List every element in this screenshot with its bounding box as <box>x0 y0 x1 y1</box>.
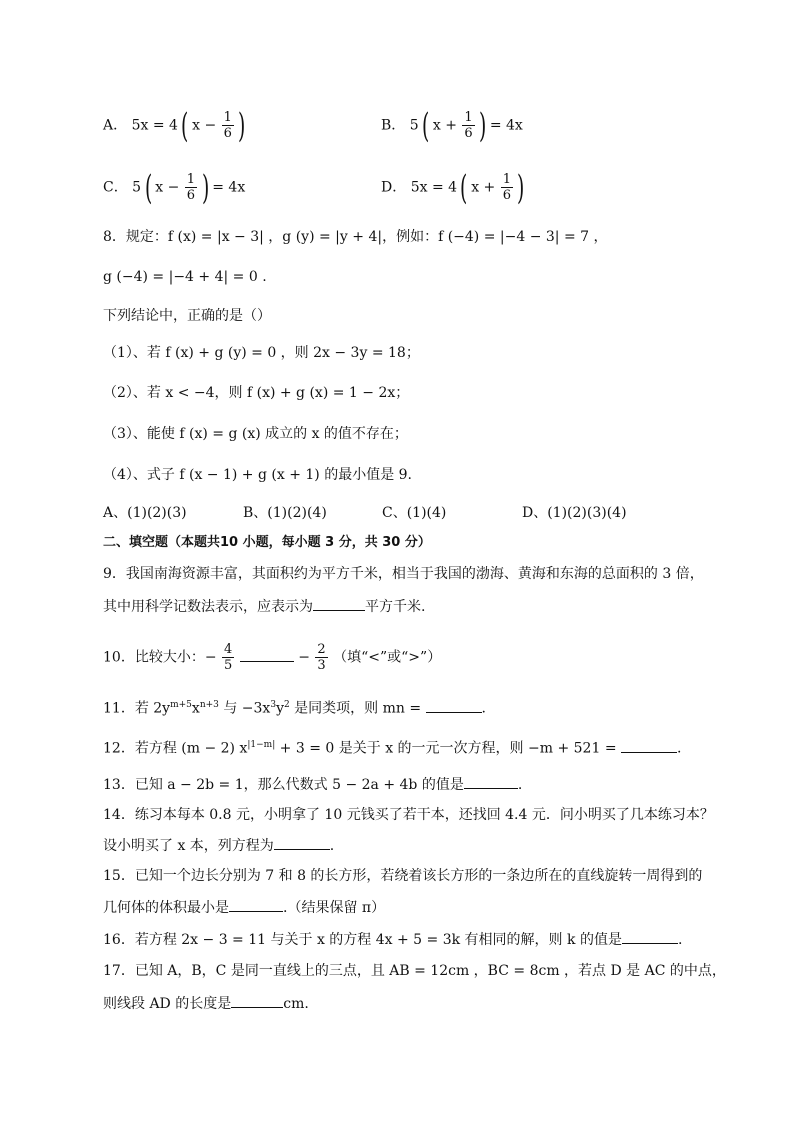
q16-text: . <box>677 932 683 948</box>
paren-right: ) <box>517 167 525 208</box>
q17-text: 则线段 AD 的长度是 <box>103 996 232 1012</box>
answer-blank[interactable] <box>231 993 283 1008</box>
q14-line1: 14．练习本每本 0.8 元，小明拿了 10 元钱买了若干本，还找回 4.4 元．问小明买了几本练习本？ <box>103 807 714 823</box>
q13-text: . <box>517 777 523 793</box>
numerator: 1 <box>186 172 196 187</box>
paren-left: ( <box>422 105 430 146</box>
q9-text: 平方千米. <box>365 599 426 615</box>
q15-line1: 15．已知一个边长分别为 7 和 8 的长方形，若绕着该长方形的一条边所在的直线旋转一周得到的 <box>103 868 703 884</box>
denominator: 5 <box>224 658 233 673</box>
expr: x + <box>432 117 457 134</box>
q12-text: 12．若方程 (m − 2) x <box>103 740 248 757</box>
paren-left: ( <box>144 167 152 208</box>
q17-text: cm. <box>283 996 309 1012</box>
denominator: 6 <box>464 126 473 141</box>
paren-left: ( <box>181 105 189 146</box>
exponent: 3 <box>270 700 277 710</box>
q10-text: （填“<”或“>”） <box>333 649 442 666</box>
fraction <box>185 172 197 203</box>
q7-option-b <box>381 105 523 146</box>
q8-option-a: A、(1)(2)(3) <box>103 505 187 521</box>
q7-option-c <box>103 167 246 208</box>
denominator: 3 <box>317 658 326 673</box>
denominator: 6 <box>502 188 512 203</box>
q12-text: + 3 = 0 是关于 x 的一元一次方程，则 −m + 521 = <box>275 740 617 757</box>
answer-blank[interactable] <box>622 929 678 944</box>
q15-line2 <box>103 897 385 918</box>
answer-blank[interactable] <box>313 596 365 611</box>
q15-text: 几何体的体积最小是 <box>103 900 229 916</box>
paren-right: ) <box>238 105 246 146</box>
q12-text: . <box>677 740 682 757</box>
q11-text: y <box>276 700 284 717</box>
q11-text: x <box>191 700 200 717</box>
q8-line2: g (−4) = |−4 + 4| = 0 . <box>103 269 267 285</box>
q11 <box>103 695 486 719</box>
answer-blank[interactable] <box>621 738 677 753</box>
q14-text: 设小明买了 x 本，列方程为 <box>103 838 274 854</box>
expr: x − <box>192 117 217 134</box>
q9-line1: 9．我国南海资源丰富，其面积约为平方千米，相当于我国的渤海、黄海和东海的总面积的 3 倍， <box>103 566 704 582</box>
expr: = 4x <box>489 117 523 134</box>
q8-prompt: 下列结论中，正确的是（） <box>103 308 271 324</box>
q8-statement-1: （1）、若 f (x) + g (y) = 0 ，则 2x − 3y = 18； <box>103 345 420 361</box>
paren-right: ) <box>201 167 209 208</box>
q8-statement-3: （3）、能使 f (x) = g (x) 成立的 x 的值不存在； <box>103 426 408 442</box>
numerator: 1 <box>223 110 232 125</box>
exponent: |1−m| <box>247 740 276 750</box>
numerator: 2 <box>317 642 326 657</box>
expr: 5x = 4 <box>410 179 458 196</box>
exponent: n+3 <box>199 700 219 710</box>
q8-line1: 8．规定：f (x) = |x − 3| ，g (y) = |y + 4|，例如：f (−4) = |−4 − 3| = 7 ， <box>103 229 608 245</box>
q11-text: 11．若 2y <box>103 700 171 717</box>
q11-text: 是同类项，则 mn = <box>289 700 422 717</box>
fraction <box>222 642 234 673</box>
q8-option-c: C、(1)(4) <box>382 505 447 521</box>
q7-option-a <box>103 105 246 146</box>
answer-blank[interactable] <box>274 835 330 850</box>
answer-blank[interactable] <box>426 698 482 713</box>
expr: = 4x <box>212 179 246 196</box>
paren-right: ) <box>479 105 487 146</box>
numerator: 4 <box>224 642 233 657</box>
q11-text: 与 −3x <box>218 700 271 717</box>
q10-text: − <box>298 649 310 666</box>
q14-text: . <box>329 838 335 854</box>
expr: 5x = 4 <box>131 117 178 134</box>
fraction <box>315 642 327 673</box>
exponent: m+5 <box>170 700 192 710</box>
q12 <box>103 735 681 759</box>
expr: x − <box>155 179 180 196</box>
expr: 5 <box>409 117 419 134</box>
expr: x + <box>471 179 496 196</box>
q17-line1: 17．已知 A，B，C 是同一直线上的三点，且 AB = 12cm ，BC = 8cm ，若点 D 是 AC 的中点， <box>103 963 726 979</box>
q7-option-d <box>381 167 525 208</box>
q16 <box>103 929 682 950</box>
fraction <box>222 110 234 141</box>
q13-text: 13．已知 a − 2b = 1，那么代数式 5 − 2a + 4b 的值是 <box>103 777 464 793</box>
q10 <box>103 642 441 673</box>
option-label: C． <box>103 179 128 196</box>
q10-text: 10．比较大小：− <box>103 649 217 666</box>
q17-line2 <box>103 993 309 1014</box>
numerator: 1 <box>464 110 473 125</box>
denominator: 6 <box>223 126 232 141</box>
q9-line2 <box>103 596 425 617</box>
exponent: 2 <box>283 700 290 710</box>
q8-option-b: B、(1)(2)(4) <box>243 505 327 521</box>
paren-left: ( <box>460 167 468 208</box>
q8-statement-4: （4）、式子 f (x − 1) + g (x + 1) 的最小值是 9. <box>103 467 413 483</box>
option-label: D． <box>381 179 407 196</box>
fraction <box>501 172 513 203</box>
q13 <box>103 774 522 795</box>
answer-blank[interactable] <box>229 897 283 912</box>
option-label: B． <box>381 117 406 134</box>
q14-line2 <box>103 835 334 856</box>
option-label: A． <box>103 117 128 134</box>
q9-text: 其中用科学记数法表示，应表示为 <box>103 599 313 615</box>
q16-text: 16．若方程 2x − 3 = 11 与关于 x 的方程 4x + 5 = 3k 有相同的解，则 k 的值是 <box>103 932 622 948</box>
expr: 5 <box>132 179 142 196</box>
q8-statement-2: （2）、若 x < −4，则 f (x) + g (x) = 1 − 2x； <box>103 385 410 401</box>
section-heading: 二、填空题（本题共10 小题，每小题 3 分，共 30 分） <box>103 535 431 550</box>
q11-text: . <box>481 700 486 717</box>
numerator: 1 <box>502 172 512 187</box>
answer-blank[interactable] <box>240 647 294 662</box>
q15-text: .（结果保留 π） <box>283 900 386 916</box>
fraction <box>462 110 474 141</box>
answer-blank[interactable] <box>464 774 518 789</box>
denominator: 6 <box>186 188 196 203</box>
q8-option-d: D、(1)(2)(3)(4) <box>522 505 627 521</box>
